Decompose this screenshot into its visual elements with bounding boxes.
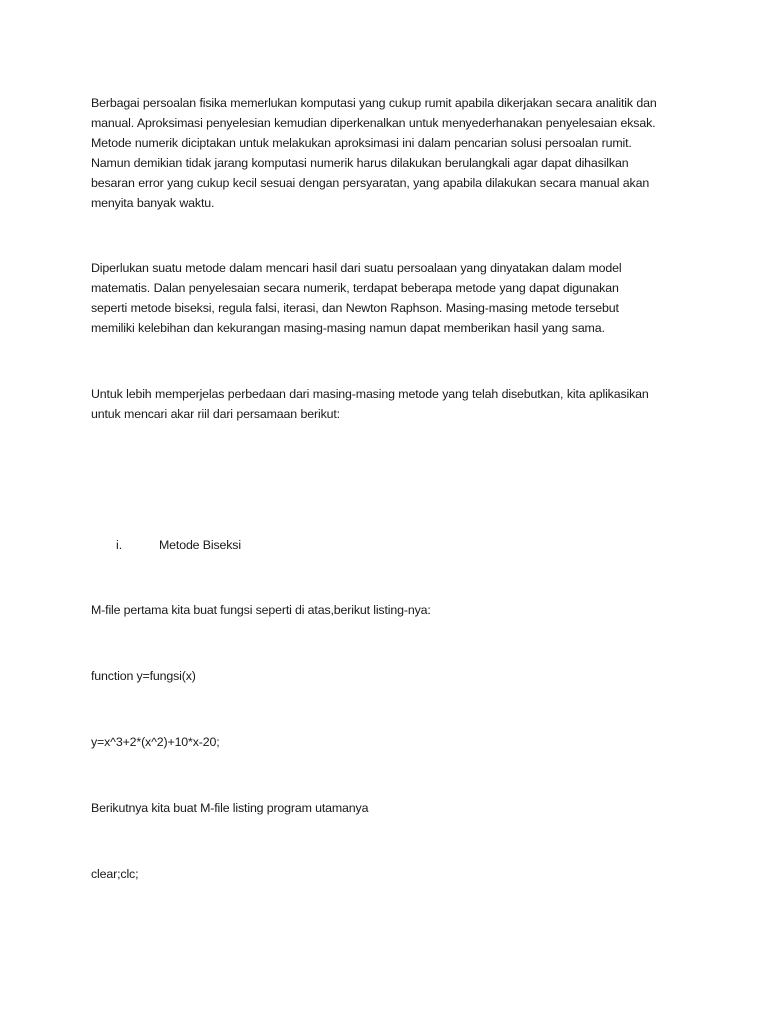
code-line-clear: clear;clc; xyxy=(91,867,139,881)
section-number: i. xyxy=(116,538,123,552)
paragraph-line: menyita banyak waktu. xyxy=(91,196,215,210)
paragraph-intro xyxy=(91,93,691,213)
paragraph-line: Berbagai persoalan fisika memerlukan komputasi yang cukup rumit apabila dikerjakan secara analitik dan xyxy=(91,96,657,110)
section-title: Metode Biseksi xyxy=(159,538,241,552)
paragraph-line: manual. Aproksimasi penyelesian kemudian diperkenalkan untuk menyederhanakan penyelesaian eksak. xyxy=(91,116,656,130)
paragraph-methods xyxy=(91,258,691,338)
paragraph-line: Metode numerik diciptakan untuk melakukan aproksimasi ini dalam pencarian solusi persoalan rumit. xyxy=(91,136,632,150)
paragraph-line: Namun demikian tidak jarang komputasi numerik harus dilakukan berulangkali agar dapat dihasilkan xyxy=(91,156,629,170)
paragraph-line: memiliki kelebihan dan kekurangan masing-masing namun dapat memberikan hasil yang sama. xyxy=(91,321,605,335)
paragraph-line: untuk mencari akar riil dari persamaan berikut: xyxy=(91,407,340,421)
paragraph-line: Diperlukan suatu metode dalam mencari hasil dari suatu persoalaan yang dinyatakan dalam model xyxy=(91,261,622,275)
paragraph-line: matematis. Dalan penyelesaian secara numerik, terdapat beberapa metode yang dapat digunakan xyxy=(91,281,619,295)
paragraph-line: besaran error yang cukup kecil sesuai dengan persyaratan, yang apabila dilakukan secara manual akan xyxy=(91,176,650,190)
paragraph-line: seperti metode biseksi, regula falsi, iterasi, dan Newton Raphson. Masing-masing metode tersebut xyxy=(91,301,619,315)
code-line-function: function y=fungsi(x) xyxy=(91,669,196,683)
mfile-intro-text: M-file pertama kita buat fungsi seperti di atas,berikut listing-nya: xyxy=(91,603,431,617)
code-line-expression: y=x^3+2*(x^2)+10*x-20; xyxy=(91,735,220,749)
paragraph-line: Untuk lebih memperjelas perbedaan dari masing-masing metode yang telah disebutkan, kita aplikasikan xyxy=(91,387,649,401)
paragraph-application xyxy=(91,384,691,424)
main-program-intro-text: Berikutnya kita buat M-file listing program utamanya xyxy=(91,801,369,815)
